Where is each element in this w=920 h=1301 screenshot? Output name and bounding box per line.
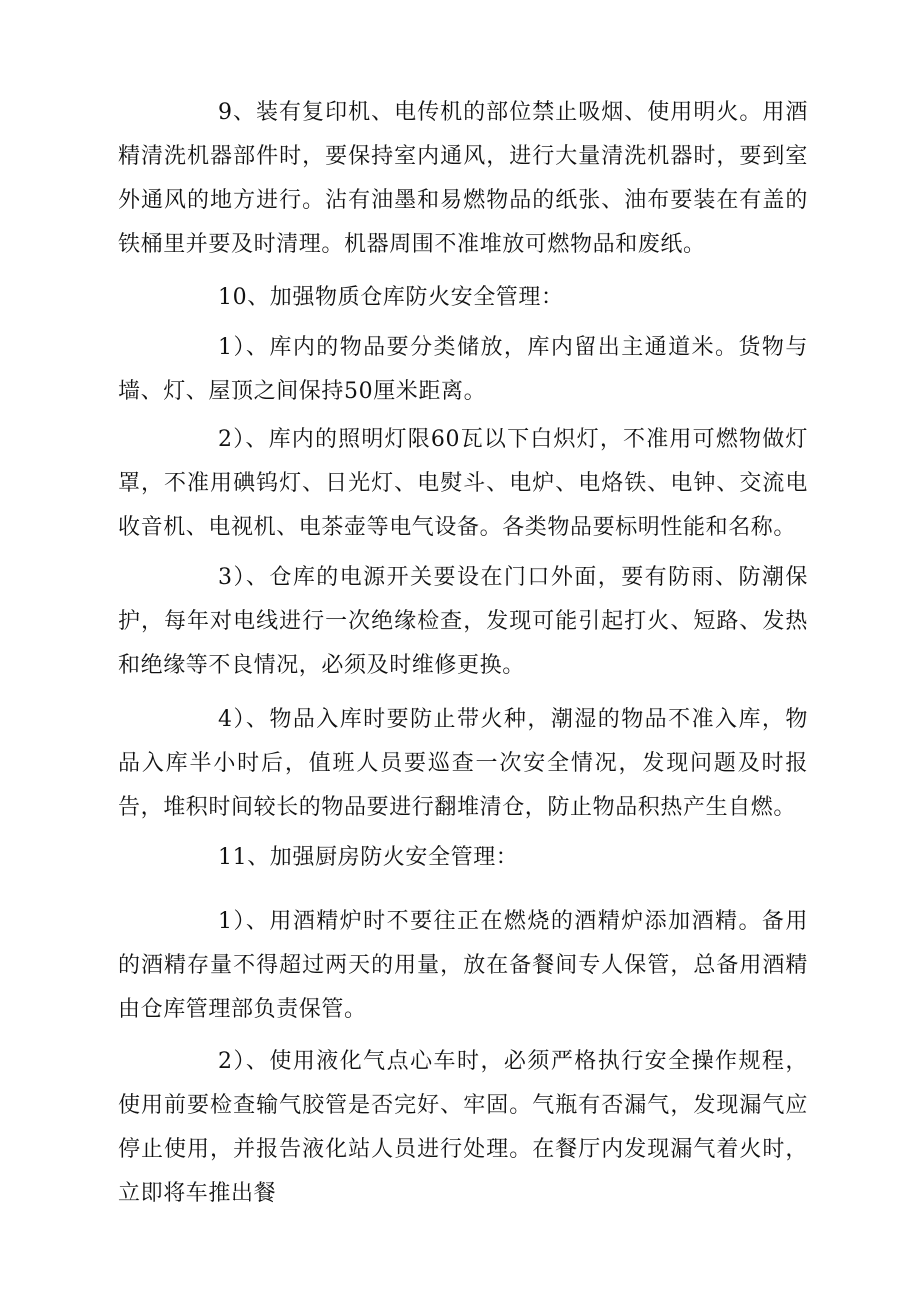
paragraph-10-4: 4）、物品入库时要防止带火种，潮湿的物品不准入库，物品入库半小时后，值班人员要巡查一次安全情况，发现问题及时报告，堆积时间较长的物品要进行翻堆清仓，防止物品积热产生自燃。: [118, 707, 808, 820]
paragraph-11-2: 2）、使用液化气点心车时，必须严格执行安全操作规程，使用前要检查输气胶管是否完好、牢固。气瓶有否漏气，发现漏气应停止使用，并报告液化站人员进行处理。在餐厅内发现漏气着火时，立即将车推出餐: [118, 1049, 808, 1206]
section-heading-11: 11、加强厨房防火安全管理：: [218, 845, 519, 870]
paragraph-10-3: 3）、仓库的电源开关要设在门口外面，要有防雨、防潮保护，每年对电线进行一次绝缘检查，发现可能引起打火、短路、发热和绝缘等不良情况，必须及时维修更换。: [118, 565, 808, 678]
paragraph-10-2: 2）、库内的照明灯限60瓦以下白炽灯，不准用可燃物做灯罩，不准用碘钨灯、日光灯、电熨斗、电炉、电烙铁、电钟、交流电收音机、电视机、电茶壶等电气设备。各类物品要标明性能和名称。: [118, 427, 808, 540]
paragraph-10-1: 1）、库内的物品要分类储放，库内留出主通道米。货物与墙、灯、屋顶之间保持50厘米距离。: [118, 335, 808, 404]
paragraph-item-9: 9、装有复印机、电传机的部位禁止吸烟、使用明火。用酒精清洗机器部件时，要保持室内通风，进行大量清洗机器时，要到室外通风的地方进行。沾有油墨和易燃物品的纸张、油布要装在有盖的铁桶里并要及时清理。机器周围不准堆放可燃物品和废纸。: [118, 100, 808, 257]
section-heading-10: 10、加强物质仓库防火安全管理：: [218, 285, 564, 310]
paragraph-11-1: 1）、用酒精炉时不要往正在燃烧的酒精炉添加酒精。备用的酒精存量不得超过两天的用量，放在备餐间专人保管，总备用酒精由仓库管理部负责保管。: [118, 909, 808, 1022]
